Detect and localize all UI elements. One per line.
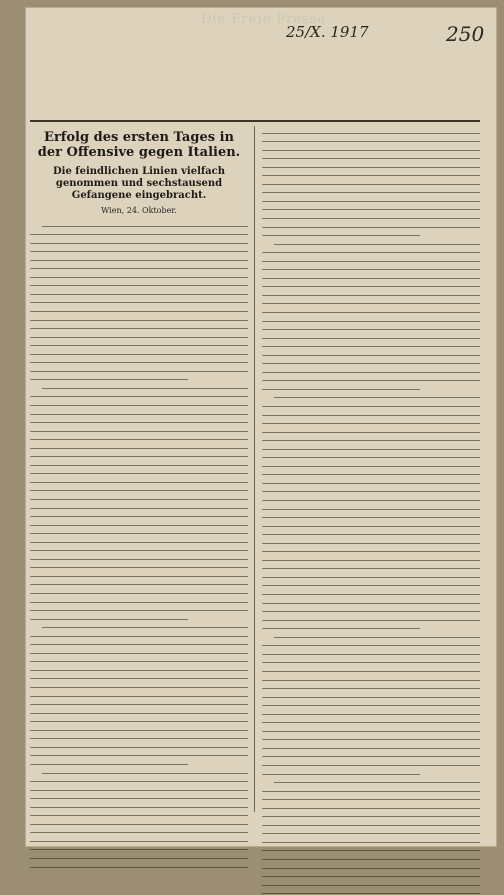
text-line: [262, 442, 480, 450]
text-line: [30, 424, 248, 432]
text-line: [30, 689, 248, 697]
text-line: [30, 356, 248, 364]
text-line: [30, 723, 248, 731]
text-line: [262, 835, 480, 843]
text-line: [30, 527, 248, 535]
text-line: [42, 766, 248, 774]
text-line: [262, 733, 480, 741]
text-line: [30, 347, 248, 355]
text-line: [262, 519, 480, 527]
text-line: [262, 288, 480, 296]
text-line: [262, 280, 480, 288]
text-line: [262, 664, 480, 672]
text-line: [30, 715, 248, 723]
text-line: [262, 570, 480, 578]
text-line: [262, 605, 480, 613]
text-line: [262, 203, 480, 211]
text-line: [262, 827, 480, 835]
text-line: [262, 494, 480, 502]
text-line: [30, 655, 248, 663]
text-line: [262, 562, 480, 570]
text-line: [30, 638, 248, 646]
text-line: [262, 246, 480, 254]
text-line: [262, 553, 480, 561]
text-line: [30, 646, 248, 654]
text-line: [262, 596, 480, 604]
text-line: [274, 391, 480, 399]
text-line: [262, 331, 480, 339]
text-line: [30, 330, 248, 338]
masthead: Die Freie Presse: [201, 12, 327, 27]
text-line: [30, 270, 248, 278]
text-line: [30, 740, 248, 748]
text-line: [262, 613, 480, 621]
text-line: [30, 287, 248, 295]
text-line: [30, 510, 248, 518]
text-line: [30, 775, 248, 783]
text-line: [30, 390, 248, 398]
text-line: [262, 844, 480, 852]
text-line: [262, 699, 480, 707]
text-line: [30, 304, 248, 312]
text-line: [30, 398, 248, 406]
text-line: [262, 707, 480, 715]
text-line: [262, 374, 480, 382]
text-line: [30, 612, 188, 620]
text-line: [262, 271, 480, 279]
text-line: [30, 364, 248, 372]
text-line: [30, 262, 248, 270]
text-line: [30, 313, 248, 321]
text-line: [30, 484, 248, 492]
text-line: [42, 621, 248, 629]
text-line: [262, 434, 480, 442]
text-line: [274, 237, 480, 245]
text-line: [262, 160, 480, 168]
text-line: [30, 339, 248, 347]
text-line: [262, 425, 480, 433]
text-line: [262, 528, 480, 536]
text-line: [262, 459, 480, 467]
text-line: [30, 253, 248, 261]
text-line: [262, 588, 480, 596]
text-line: [30, 561, 248, 569]
text-line: [30, 663, 248, 671]
text-line: [30, 826, 248, 834]
text-line: [30, 245, 248, 253]
text-line: [30, 672, 248, 680]
text-line: [262, 169, 480, 177]
text-line: [262, 852, 480, 860]
text-line: [42, 219, 248, 227]
text-line: [262, 485, 480, 493]
text-line: [262, 724, 480, 732]
text-line: [30, 433, 248, 441]
left-column: [30, 126, 248, 869]
text-line: [30, 450, 248, 458]
text-line: [262, 579, 480, 587]
left-column-text-lines: [30, 219, 248, 868]
text-line: [30, 604, 248, 612]
text-line: [30, 749, 248, 757]
text-line: [262, 323, 480, 331]
text-line: [30, 544, 248, 552]
text-line: [30, 296, 248, 304]
text-line: [30, 595, 248, 603]
text-line: [262, 861, 480, 869]
text-line: [262, 468, 480, 476]
text-line: [262, 716, 480, 724]
text-line: [30, 569, 248, 577]
text-line: [30, 501, 248, 509]
article-headline: Erfolg des ersten Tages in der Offensive gegen Italien.: [37, 130, 241, 160]
text-line: [262, 211, 480, 219]
text-line: [262, 357, 480, 365]
text-line: [262, 348, 480, 356]
text-line: [262, 750, 480, 758]
text-line: [262, 647, 480, 655]
text-line: [262, 220, 480, 228]
text-line: [262, 186, 480, 194]
text-line: [30, 783, 248, 791]
text-line: [262, 229, 420, 237]
text-line: [30, 416, 248, 424]
text-line: [30, 792, 248, 800]
text-line: [262, 818, 480, 826]
text-line: [262, 690, 480, 698]
text-line: [262, 314, 480, 322]
handwritten-number: 250: [446, 22, 485, 46]
text-line: [262, 263, 480, 271]
text-line: [30, 407, 248, 415]
text-line: [30, 467, 248, 475]
text-line: [30, 851, 248, 859]
text-line: [262, 476, 480, 484]
text-line: [262, 143, 480, 151]
text-line: [30, 800, 248, 808]
text-line: [262, 793, 480, 801]
article-clipping: [30, 120, 480, 812]
text-line: [262, 152, 480, 160]
text-line: [262, 758, 480, 766]
text-line: [30, 843, 248, 851]
text-line: [30, 732, 248, 740]
text-line: [262, 887, 480, 895]
text-line: [262, 417, 480, 425]
text-line: [30, 458, 248, 466]
text-line: [262, 639, 480, 647]
text-line: [262, 254, 480, 262]
text-line: [42, 381, 248, 389]
text-line: [262, 536, 480, 544]
handwritten-date: 25/X. 1917: [286, 23, 369, 41]
text-line: [262, 673, 480, 681]
text-line: [262, 682, 480, 690]
text-line: [262, 622, 420, 630]
text-line: [30, 587, 248, 595]
text-line: [262, 451, 480, 459]
text-line: [30, 757, 188, 765]
text-line: [262, 784, 480, 792]
text-line: [30, 578, 248, 586]
text-line: [262, 305, 480, 313]
text-line: [30, 535, 248, 543]
text-line: [30, 834, 248, 842]
text-line: [30, 475, 248, 483]
text-line: [274, 776, 480, 784]
text-line: [262, 382, 420, 390]
text-line: [262, 408, 480, 416]
text-line: [262, 511, 480, 519]
text-line: [30, 698, 248, 706]
text-line: [262, 870, 480, 878]
text-line: [30, 236, 248, 244]
text-line: [262, 502, 480, 510]
text-line: [30, 322, 248, 330]
text-line: [30, 279, 248, 287]
text-line: [262, 365, 480, 373]
text-line: [262, 194, 480, 202]
right-column: [262, 126, 480, 895]
text-line: [30, 518, 248, 526]
text-line: [262, 400, 480, 408]
text-line: [262, 656, 480, 664]
text-line: [30, 441, 248, 449]
text-line: [262, 135, 480, 143]
text-line: [30, 228, 248, 236]
text-line: [262, 801, 480, 809]
text-line: [30, 552, 248, 560]
text-line: [262, 177, 480, 185]
text-line: [30, 860, 248, 868]
text-line: [262, 878, 480, 886]
text-line: [30, 493, 248, 501]
text-line: [262, 767, 420, 775]
article-subheadline: Die feindlichen Linien vielfach genommen und sechstausend Gefangene eingebracht.: [52, 166, 226, 201]
text-line: [30, 809, 248, 817]
article-dateline: Wien, 24. Oktober.: [101, 206, 177, 215]
text-line: [262, 741, 480, 749]
text-line: [262, 545, 480, 553]
text-line: [30, 817, 248, 825]
text-line: [30, 373, 188, 381]
right-column-text-lines: [262, 126, 480, 894]
text-line: [274, 630, 480, 638]
column-divider: [254, 126, 255, 812]
text-line: [30, 706, 248, 714]
text-line: [262, 810, 480, 818]
text-line: [262, 297, 480, 305]
text-line: [30, 681, 248, 689]
text-line: [30, 629, 248, 637]
text-line: [262, 126, 480, 134]
text-line: [262, 340, 480, 348]
